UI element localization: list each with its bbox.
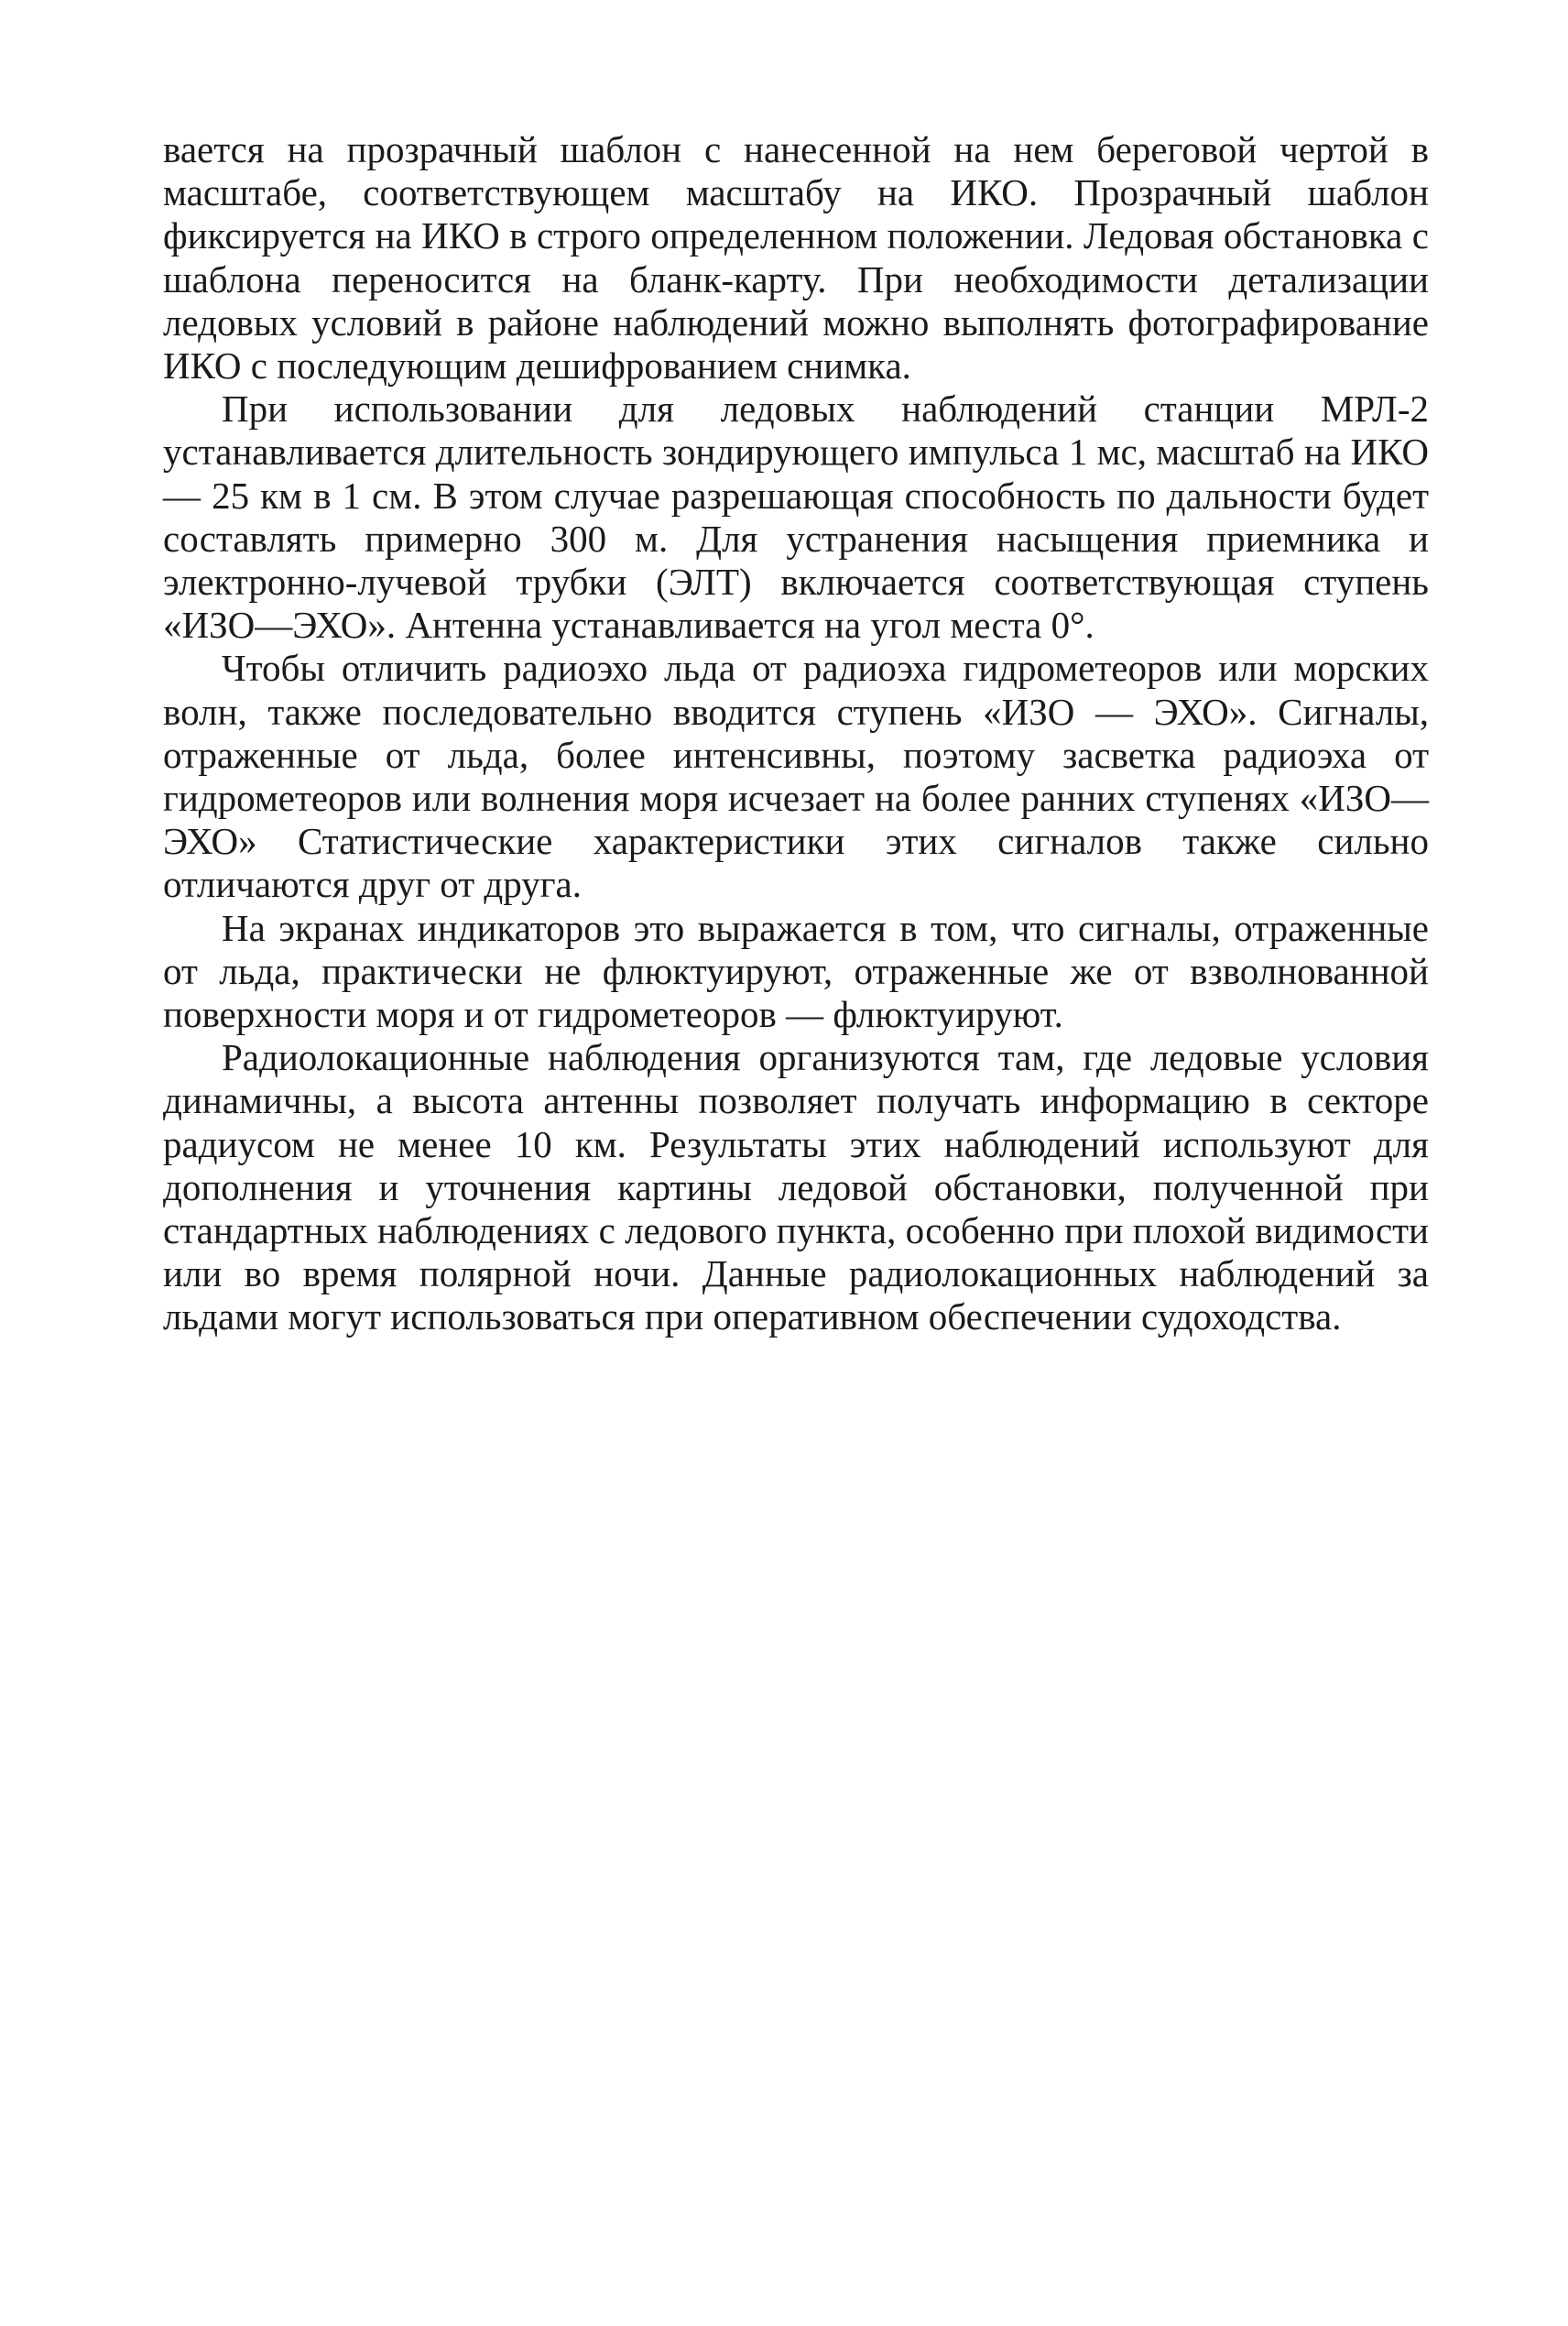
paragraph-5: Радиолокационные наблюдения организуются там, где ледовые условия динамичны, а высота антенны позволяет получать информацию в секторе радиусом не менее 10 км. Результаты этих наблюдений используют для дополнения и уточнения картины ледовой обстановки, полученной при стандартных наблюдениях с ледового пункта, особенно при плохой видимости или во время полярной ночи. Данные радиолокационных наблюдений за льдами могут использоваться при оперативном обеспечении судоходства. bbox=[163, 1036, 1429, 1338]
paragraph-3: Чтобы отличить радиоэхо льда от радиоэха гидрометеоров или морских волн, также последовательно вводится ступень «ИЗО — ЭХО». Сигналы, отраженные от льда, более интенсивны, поэтому засветка радиоэха от гидрометеоров или волнения моря исчезает на более ранних ступенях «ИЗО—ЭХО» Статистические характеристики этих сигналов также сильно отличаются друг от друга. bbox=[163, 647, 1429, 906]
document-page bbox=[163, 128, 1429, 1339]
paragraph-4: На экранах индикаторов это выражается в том, что сигналы, отраженные от льда, практически не флюктуируют, отраженные же от взволнованной поверхности моря и от гидрометеоров — флюктуируют. bbox=[163, 906, 1429, 1036]
paragraph-1: вается на прозрачный шаблон с нанесенной на нем береговой чертой в масштабе, соответствующем масштабу на ИКО. Прозрачный шаблон фиксируется на ИКО в строго определенном положении. Ледовая обстановка с шаблона переносится на бланк-карту. При необходимости детализации ледовых условий в районе наблюдений можно выполнять фотографирование ИКО с последующим дешифрованием снимка. bbox=[163, 128, 1429, 388]
paragraph-2: При использовании для ледовых наблюдений станции МРЛ-2 устанавливается длительность зондирующего импульса 1 мс, масштаб на ИКО — 25 км в 1 см. В этом случае разрешающая способность по дальности будет составлять примерно 300 м. Для устранения насыщения приемника и электронно-лучевой трубки (ЭЛТ) включается соответствующая ступень «ИЗО—ЭХО». Антенна устанавливается на угол места 0°. bbox=[163, 388, 1429, 647]
